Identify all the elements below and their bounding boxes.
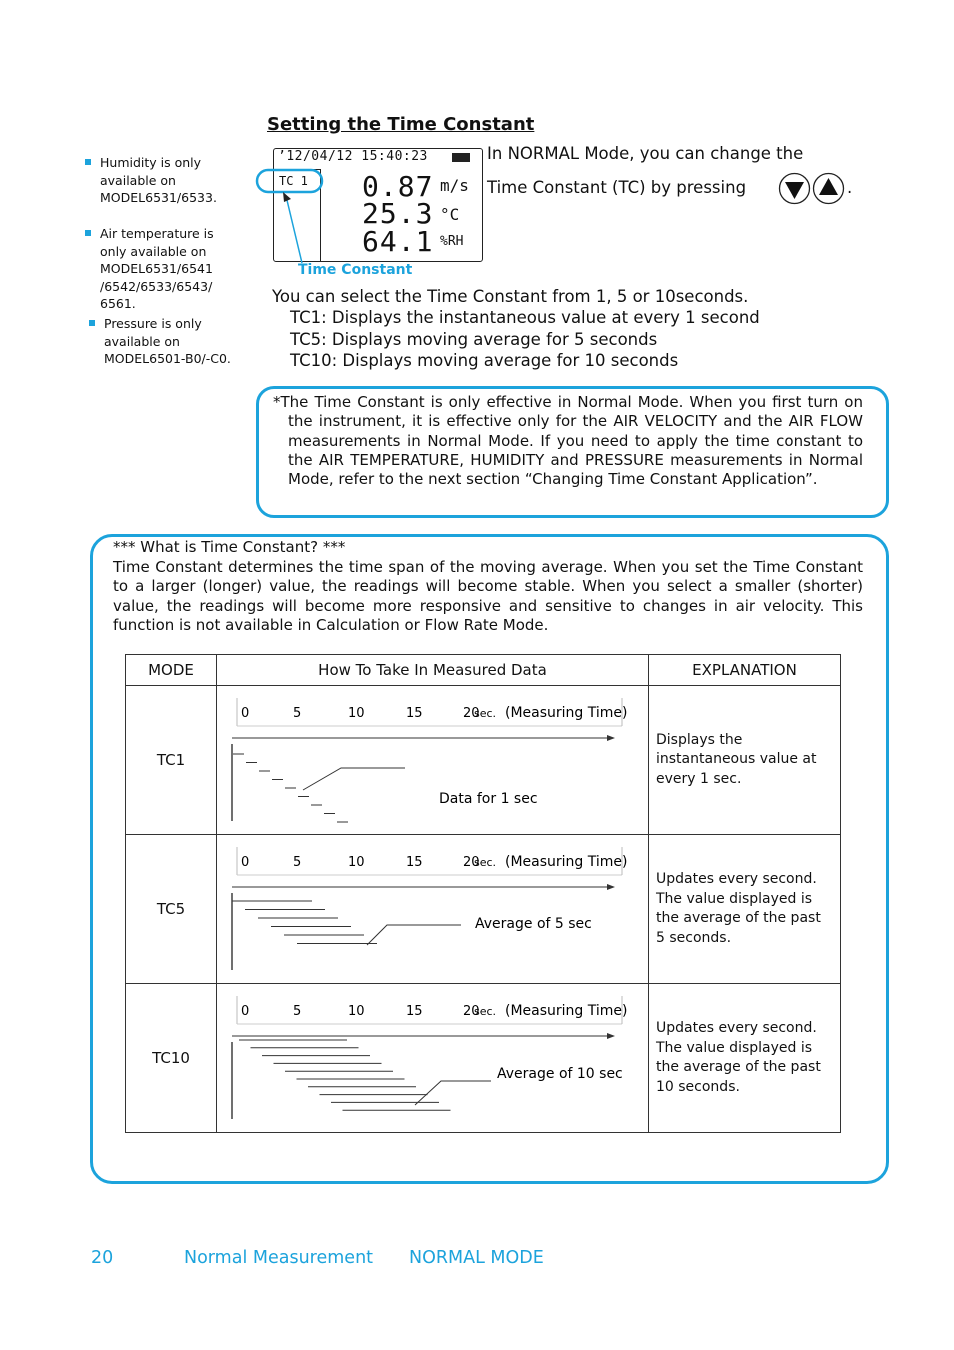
axis-title-label: (Measuring Time) bbox=[505, 705, 628, 721]
tc10-diagram bbox=[217, 984, 648, 1128]
bullet-square-icon bbox=[89, 320, 95, 326]
row-explanation: Displays the instantaneous value at every 1 sec. bbox=[649, 686, 841, 835]
select-line: You can select the Time Constant from 1, 5 or 10seconds. bbox=[272, 287, 749, 306]
row-mode: TC5 bbox=[126, 835, 217, 984]
row-diagram bbox=[217, 984, 649, 1133]
diagram-label: Data for 1 sec bbox=[439, 791, 538, 807]
row-explanation: Updates every second. The value displayed is the average of the past 10 seconds. bbox=[649, 984, 841, 1133]
tc-option-10: TC10: Displays moving average for 10 seconds bbox=[290, 351, 679, 370]
row-explanation: Updates every second. The value displayed is the average of the past 5 seconds. bbox=[649, 835, 841, 984]
side-note-text: Air temperature is only available on MODEL6531/6541 /6542/6533/6543/ 6561. bbox=[100, 226, 214, 311]
table-row-tc10 bbox=[126, 984, 841, 1133]
header-explanation: EXPLANATION bbox=[649, 655, 841, 686]
side-note-temperature bbox=[100, 225, 228, 313]
time-arrow-head bbox=[607, 884, 615, 890]
side-note-text: Pressure is only available on MODEL6501-B0/-C0. bbox=[104, 316, 231, 366]
tc1-diagram bbox=[217, 686, 648, 830]
what-title: *** What is Time Constant? *** bbox=[113, 538, 346, 556]
intro-line-1: In NORMAL Mode, you can change the bbox=[487, 144, 804, 163]
bullet-square-icon bbox=[85, 230, 91, 236]
connector-line bbox=[367, 925, 461, 945]
time-arrow-head bbox=[607, 735, 615, 741]
lcd-humidity: 64.1 bbox=[362, 225, 434, 258]
footer-mode: NORMAL MODE bbox=[409, 1248, 544, 1268]
axis-tick-label: 0 bbox=[241, 1004, 250, 1019]
diagram-label: Average of 10 sec bbox=[497, 1066, 623, 1082]
axis-tick-label: 20 bbox=[463, 706, 480, 721]
axis-tick-label: 15 bbox=[406, 855, 423, 870]
note-box-text: *The Time Constant is only effective in Normal Mode. When you first turn on the instrument, it is effective only for the AIR VELOCITY and the AIR FLOW measurements in Normal Mode. If you need to apply the time constant to the AIR TEMPERATURE, HUMIDITY and PRESSURE measurements in Normal Mode, refer to the next section “Changing Time Constant Application”. bbox=[273, 393, 863, 489]
diagram-label: Average of 5 sec bbox=[475, 916, 592, 932]
side-note-pressure bbox=[104, 315, 244, 368]
tc-option-1: TC1: Displays the instantaneous value at every 1 second bbox=[290, 308, 760, 327]
axis-unit-label: sec. bbox=[474, 1005, 497, 1018]
axis-title-label: (Measuring Time) bbox=[505, 1003, 628, 1019]
up-button-icon[interactable] bbox=[812, 172, 845, 209]
axis-unit-label: sec. bbox=[474, 856, 497, 869]
axis-unit-label: sec. bbox=[474, 707, 497, 720]
lcd-tc: TC 1 bbox=[279, 174, 308, 188]
axis-tick-label: 0 bbox=[241, 706, 250, 721]
row-mode: TC10 bbox=[126, 984, 217, 1133]
tc5-diagram bbox=[217, 835, 648, 979]
lcd-temperature-unit: °C bbox=[440, 205, 460, 224]
axis-tick-label: 5 bbox=[293, 1004, 302, 1019]
table-header-row bbox=[126, 655, 841, 686]
battery-icon bbox=[452, 153, 470, 162]
lcd-velocity: 0.87 bbox=[362, 170, 434, 203]
lcd-callout-label: Time Constant bbox=[298, 262, 413, 278]
axis-tick-label: 20 bbox=[463, 1004, 480, 1019]
page-number: 20 bbox=[91, 1248, 114, 1268]
header-mode: MODE bbox=[126, 655, 217, 686]
section-title: Setting the Time Constant bbox=[267, 114, 535, 135]
axis-tick-label: 0 bbox=[241, 855, 250, 870]
what-body: Time Constant determines the time span of the moving average. When you set the Time Constant to a larger (longer) value, the readings will become stable. When you select a smaller (shorter) value, the readings will become more responsive and sensitive to changes in air velocity. This function is not available in Calculation or Flow Rate Mode. bbox=[113, 558, 863, 634]
connector-line bbox=[415, 1081, 491, 1105]
tc-option-5: TC5: Displays moving average for 5 seconds bbox=[290, 330, 658, 349]
side-note-humidity bbox=[100, 154, 230, 207]
connector-line bbox=[303, 768, 405, 790]
row-mode: TC1 bbox=[126, 686, 217, 835]
axis-title-label: (Measuring Time) bbox=[505, 854, 628, 870]
time-arrow-head bbox=[607, 1033, 615, 1039]
intro-line-2: Time Constant (TC) by pressing bbox=[487, 178, 747, 197]
intro-end: . bbox=[847, 178, 853, 197]
row-diagram bbox=[217, 686, 649, 835]
lcd-humidity-unit: %RH bbox=[440, 234, 464, 249]
lcd-temperature: 25.3 bbox=[362, 197, 434, 230]
row-diagram bbox=[217, 835, 649, 984]
down-button-icon[interactable] bbox=[778, 172, 811, 209]
side-note-text: Humidity is only available on MODEL6531/6533. bbox=[100, 155, 217, 205]
header-data: How To Take In Measured Data bbox=[217, 655, 649, 686]
footer-section: Normal Measurement bbox=[184, 1248, 374, 1268]
axis-tick-label: 5 bbox=[293, 706, 302, 721]
axis-tick-label: 5 bbox=[293, 855, 302, 870]
axis-tick-label: 10 bbox=[348, 1004, 365, 1019]
tc-table bbox=[125, 654, 841, 1133]
lcd-datetime: ’12/04/12 15:40:23 bbox=[278, 149, 428, 164]
axis-tick-label: 10 bbox=[348, 855, 365, 870]
axis-tick-label: 20 bbox=[463, 855, 480, 870]
table-row-tc5 bbox=[126, 835, 841, 984]
lcd-velocity-unit: m/s bbox=[440, 176, 469, 195]
callout-graphic bbox=[250, 165, 330, 275]
bullet-square-icon bbox=[85, 159, 91, 165]
table-row-tc1 bbox=[126, 686, 841, 835]
axis-tick-label: 10 bbox=[348, 706, 365, 721]
axis-tick-label: 15 bbox=[406, 1004, 423, 1019]
axis-tick-label: 15 bbox=[406, 706, 423, 721]
